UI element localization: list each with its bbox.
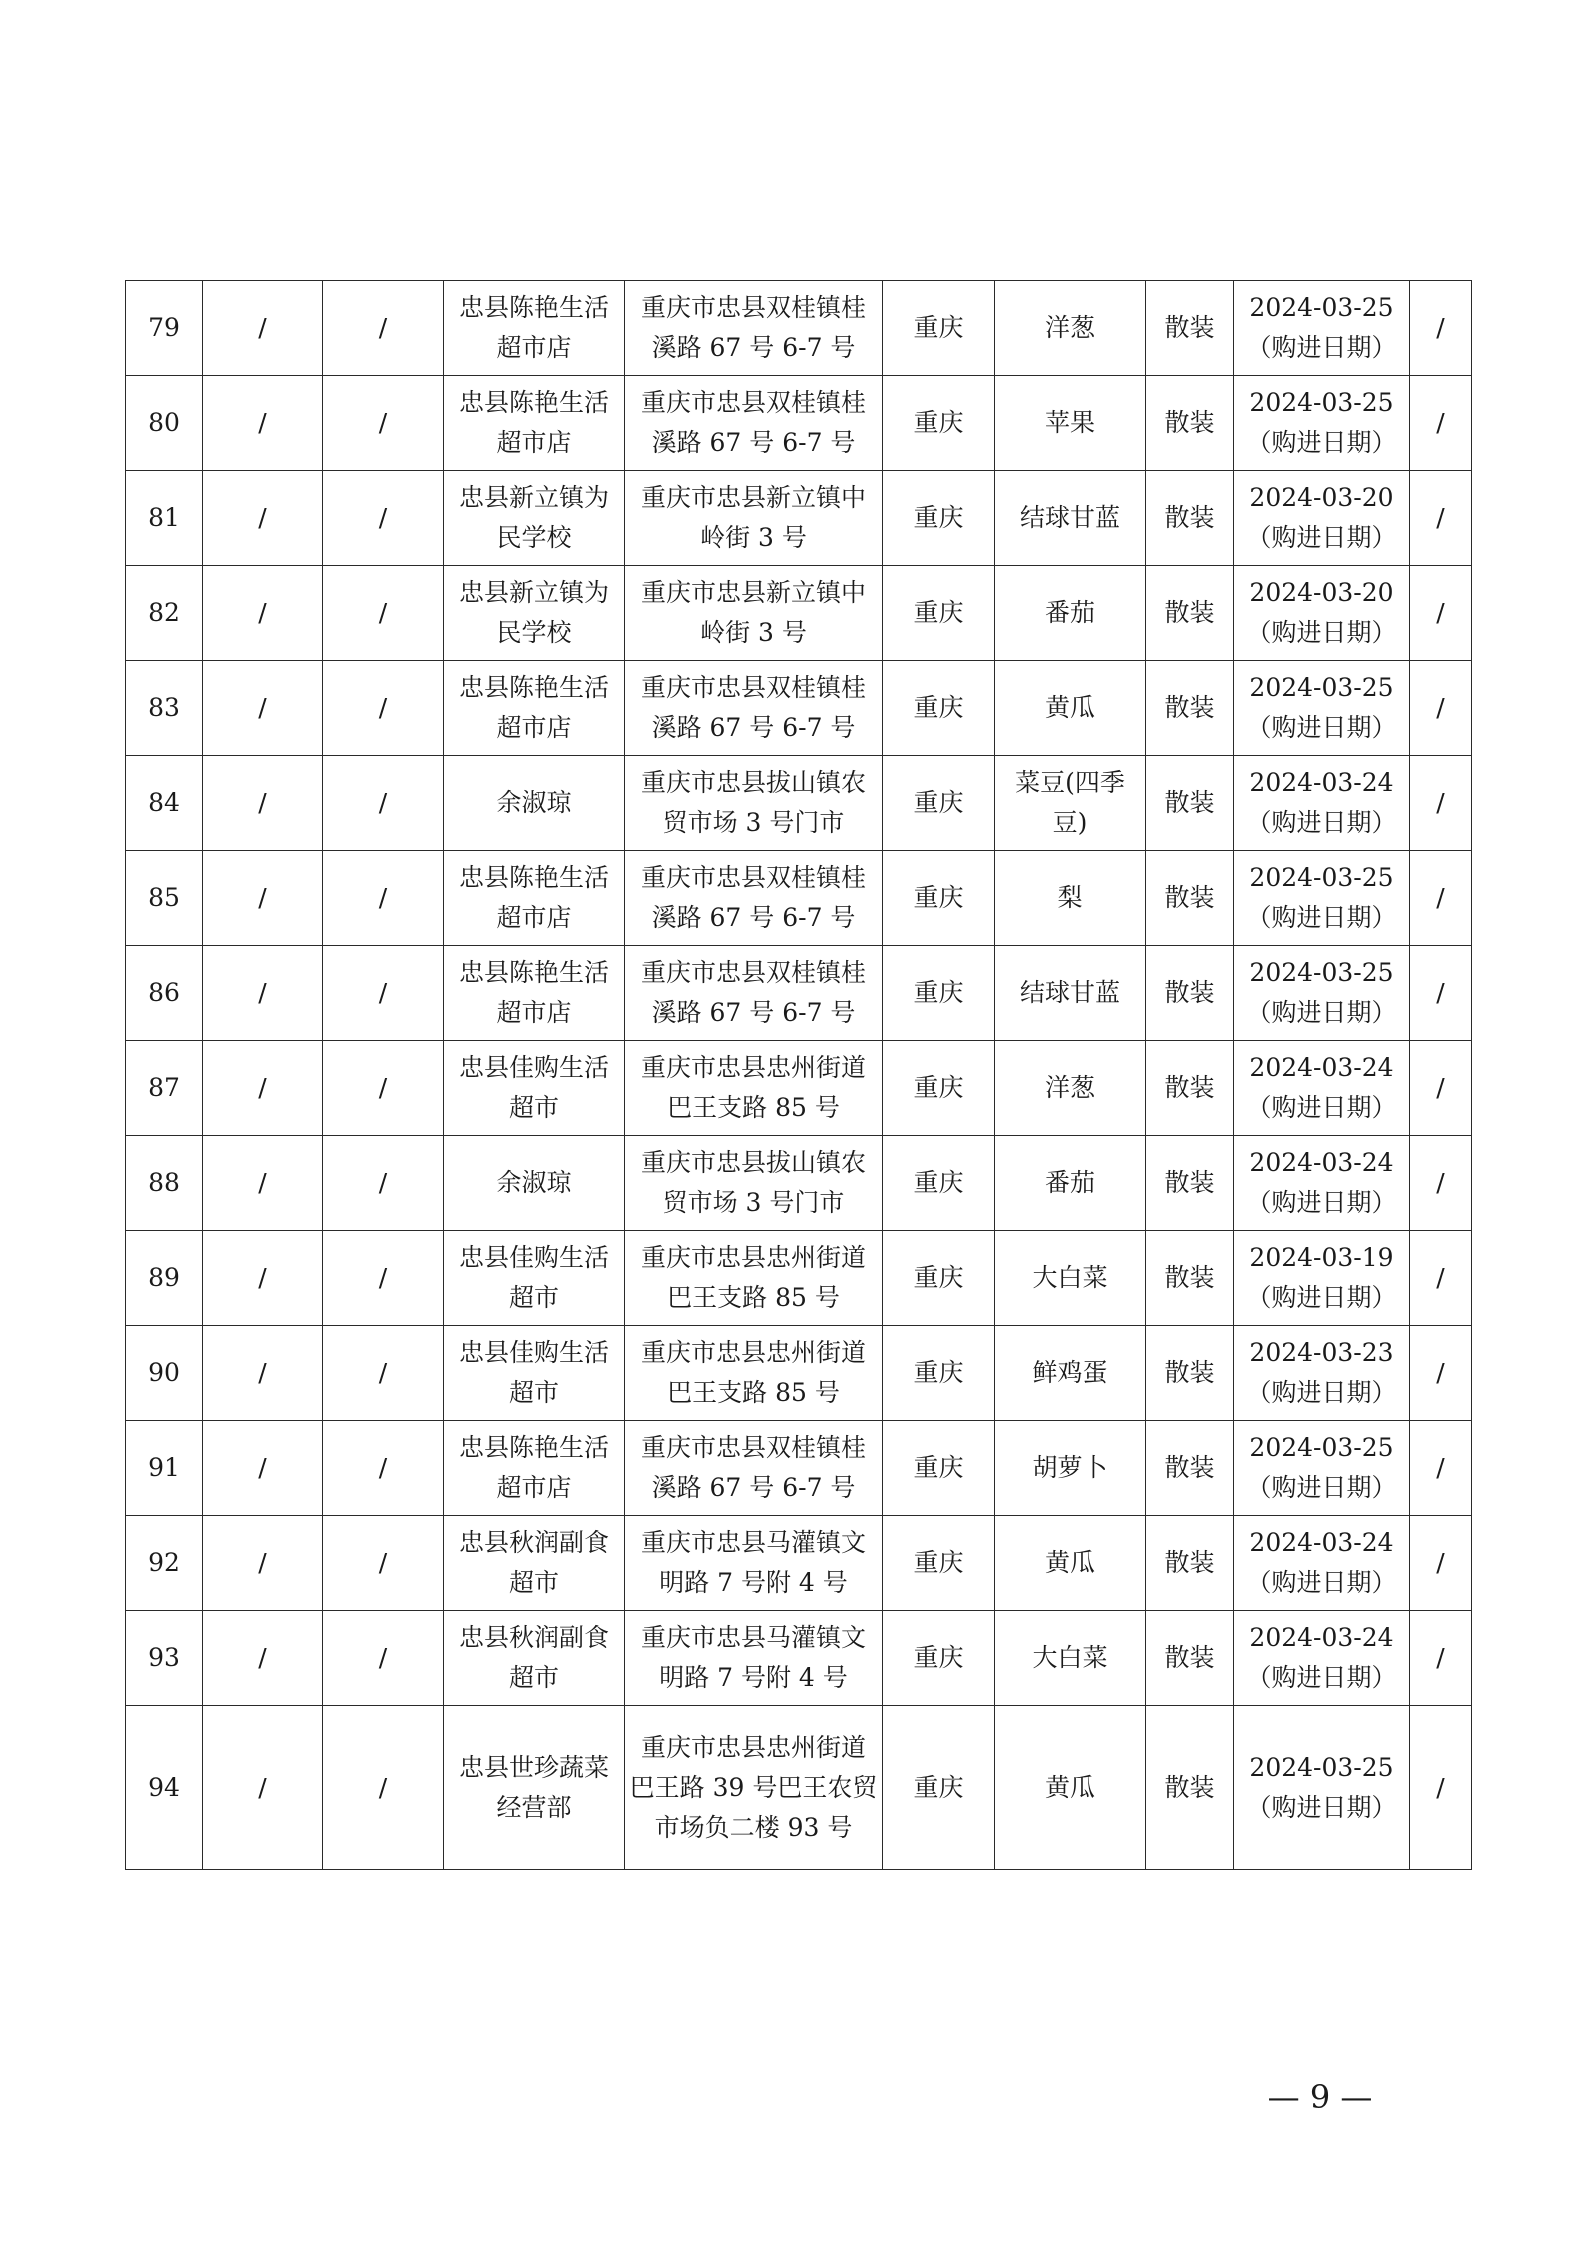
cell-placeholder-slash: / [1410, 946, 1472, 1041]
cell-region: 重庆 [883, 1421, 995, 1516]
cell-placeholder-slash: / [323, 1706, 444, 1870]
cell-serial-number: 82 [126, 566, 203, 661]
cell-region: 重庆 [883, 1136, 995, 1231]
cell-business-address: 重庆市忠县双桂镇桂溪路 67 号 6-7 号 [625, 281, 883, 376]
table-row [126, 1706, 1472, 1870]
cell-business-address: 重庆市忠县双桂镇桂溪路 67 号 6-7 号 [625, 851, 883, 946]
table-body [126, 281, 1472, 1870]
cell-placeholder-slash: / [323, 1516, 444, 1611]
cell-region: 重庆 [883, 1611, 995, 1706]
cell-serial-number: 80 [126, 376, 203, 471]
cell-date: 2024-03-25（购进日期） [1234, 1706, 1410, 1870]
cell-placeholder-slash: / [323, 1326, 444, 1421]
cell-placeholder-slash: / [1410, 1136, 1472, 1231]
cell-product-name: 洋葱 [995, 281, 1146, 376]
cell-placeholder-slash: / [1410, 756, 1472, 851]
cell-product-name: 鲜鸡蛋 [995, 1326, 1146, 1421]
cell-placeholder-slash: / [203, 281, 323, 376]
cell-placeholder-slash: / [203, 1326, 323, 1421]
cell-date: 2024-03-25（购进日期） [1234, 661, 1410, 756]
cell-packaging: 散装 [1146, 566, 1234, 661]
cell-business-name: 忠县陈艳生活超市店 [444, 851, 625, 946]
cell-business-name: 忠县陈艳生活超市店 [444, 281, 625, 376]
cell-date: 2024-03-19（购进日期） [1234, 1231, 1410, 1326]
cell-region: 重庆 [883, 1326, 995, 1421]
sampling-table [125, 280, 1472, 1870]
cell-business-address: 重庆市忠县拔山镇农贸市场 3 号门市 [625, 1136, 883, 1231]
cell-placeholder-slash: / [203, 1231, 323, 1326]
cell-packaging: 散装 [1146, 471, 1234, 566]
cell-serial-number: 93 [126, 1611, 203, 1706]
cell-placeholder-slash: / [323, 376, 444, 471]
cell-date: 2024-03-24（购进日期） [1234, 1136, 1410, 1231]
cell-date: 2024-03-25（购进日期） [1234, 376, 1410, 471]
cell-region: 重庆 [883, 946, 995, 1041]
cell-business-name: 忠县陈艳生活超市店 [444, 376, 625, 471]
table-row [126, 281, 1472, 376]
cell-date: 2024-03-23（购进日期） [1234, 1326, 1410, 1421]
cell-serial-number: 88 [126, 1136, 203, 1231]
cell-region: 重庆 [883, 661, 995, 756]
cell-business-address: 重庆市忠县拔山镇农贸市场 3 号门市 [625, 756, 883, 851]
cell-product-name: 胡萝卜 [995, 1421, 1146, 1516]
cell-product-name: 黄瓜 [995, 1706, 1146, 1870]
table-row [126, 1516, 1472, 1611]
cell-business-name: 忠县陈艳生活超市店 [444, 1421, 625, 1516]
cell-placeholder-slash: / [323, 1231, 444, 1326]
cell-business-address: 重庆市忠县忠州街道巴王支路 85 号 [625, 1231, 883, 1326]
cell-packaging: 散装 [1146, 1041, 1234, 1136]
cell-placeholder-slash: / [1410, 661, 1472, 756]
table-row [126, 471, 1472, 566]
cell-product-name: 菜豆(四季豆) [995, 756, 1146, 851]
cell-placeholder-slash: / [203, 1611, 323, 1706]
cell-date: 2024-03-25（购进日期） [1234, 851, 1410, 946]
table-row [126, 1421, 1472, 1516]
cell-placeholder-slash: / [1410, 376, 1472, 471]
cell-product-name: 结球甘蓝 [995, 471, 1146, 566]
cell-business-address: 重庆市忠县双桂镇桂溪路 67 号 6-7 号 [625, 1421, 883, 1516]
cell-business-name: 忠县新立镇为民学校 [444, 566, 625, 661]
cell-business-address: 重庆市忠县新立镇中岭街 3 号 [625, 566, 883, 661]
cell-packaging: 散装 [1146, 661, 1234, 756]
cell-business-name: 忠县佳购生活超市 [444, 1326, 625, 1421]
cell-placeholder-slash: / [323, 566, 444, 661]
cell-placeholder-slash: / [1410, 1326, 1472, 1421]
cell-date: 2024-03-24（购进日期） [1234, 1041, 1410, 1136]
cell-placeholder-slash: / [1410, 281, 1472, 376]
cell-product-name: 大白菜 [995, 1611, 1146, 1706]
cell-business-address: 重庆市忠县双桂镇桂溪路 67 号 6-7 号 [625, 946, 883, 1041]
table-row [126, 946, 1472, 1041]
cell-date: 2024-03-24（购进日期） [1234, 1611, 1410, 1706]
cell-business-name: 余淑琼 [444, 1136, 625, 1231]
cell-placeholder-slash: / [1410, 566, 1472, 661]
cell-product-name: 黄瓜 [995, 661, 1146, 756]
page-number: — 9 — [1267, 2078, 1373, 2116]
cell-region: 重庆 [883, 471, 995, 566]
cell-placeholder-slash: / [203, 1421, 323, 1516]
cell-business-address: 重庆市忠县新立镇中岭街 3 号 [625, 471, 883, 566]
cell-serial-number: 85 [126, 851, 203, 946]
cell-date: 2024-03-24（购进日期） [1234, 756, 1410, 851]
cell-business-address: 重庆市忠县忠州街道巴王支路 85 号 [625, 1326, 883, 1421]
cell-region: 重庆 [883, 376, 995, 471]
cell-region: 重庆 [883, 566, 995, 661]
cell-business-name: 忠县秋润副食超市 [444, 1516, 625, 1611]
cell-region: 重庆 [883, 1516, 995, 1611]
cell-serial-number: 86 [126, 946, 203, 1041]
cell-placeholder-slash: / [203, 851, 323, 946]
cell-date: 2024-03-25（购进日期） [1234, 1421, 1410, 1516]
cell-business-name: 忠县秋润副食超市 [444, 1611, 625, 1706]
cell-product-name: 番茄 [995, 566, 1146, 661]
cell-placeholder-slash: / [323, 1611, 444, 1706]
cell-region: 重庆 [883, 756, 995, 851]
cell-placeholder-slash: / [203, 376, 323, 471]
cell-packaging: 散装 [1146, 1516, 1234, 1611]
cell-product-name: 结球甘蓝 [995, 946, 1146, 1041]
cell-business-name: 余淑琼 [444, 756, 625, 851]
cell-packaging: 散装 [1146, 1326, 1234, 1421]
cell-placeholder-slash: / [203, 661, 323, 756]
cell-date: 2024-03-24（购进日期） [1234, 1516, 1410, 1611]
cell-placeholder-slash: / [203, 1041, 323, 1136]
cell-date: 2024-03-20（购进日期） [1234, 566, 1410, 661]
cell-serial-number: 87 [126, 1041, 203, 1136]
cell-business-address: 重庆市忠县双桂镇桂溪路 67 号 6-7 号 [625, 376, 883, 471]
cell-placeholder-slash: / [323, 471, 444, 566]
cell-business-address: 重庆市忠县忠州街道巴王路 39 号巴王农贸市场负二楼 93 号 [625, 1706, 883, 1870]
cell-placeholder-slash: / [323, 661, 444, 756]
cell-placeholder-slash: / [1410, 1041, 1472, 1136]
cell-placeholder-slash: / [203, 756, 323, 851]
cell-region: 重庆 [883, 1231, 995, 1326]
cell-placeholder-slash: / [323, 756, 444, 851]
cell-placeholder-slash: / [323, 1041, 444, 1136]
cell-placeholder-slash: / [323, 281, 444, 376]
cell-packaging: 散装 [1146, 376, 1234, 471]
cell-placeholder-slash: / [203, 1136, 323, 1231]
cell-placeholder-slash: / [203, 566, 323, 661]
cell-placeholder-slash: / [1410, 851, 1472, 946]
cell-serial-number: 81 [126, 471, 203, 566]
cell-packaging: 散装 [1146, 1421, 1234, 1516]
table-row [126, 1326, 1472, 1421]
cell-serial-number: 94 [126, 1706, 203, 1870]
table-row [126, 851, 1472, 946]
cell-placeholder-slash: / [1410, 471, 1472, 566]
cell-product-name: 苹果 [995, 376, 1146, 471]
cell-product-name: 大白菜 [995, 1231, 1146, 1326]
cell-product-name: 洋葱 [995, 1041, 1146, 1136]
cell-packaging: 散装 [1146, 1611, 1234, 1706]
cell-business-address: 重庆市忠县马灌镇文明路 7 号附 4 号 [625, 1516, 883, 1611]
cell-placeholder-slash: / [203, 1706, 323, 1870]
table-row [126, 661, 1472, 756]
table-row [126, 566, 1472, 661]
cell-placeholder-slash: / [203, 1516, 323, 1611]
cell-product-name: 黄瓜 [995, 1516, 1146, 1611]
cell-packaging: 散装 [1146, 851, 1234, 946]
cell-business-address: 重庆市忠县忠州街道巴王支路 85 号 [625, 1041, 883, 1136]
cell-product-name: 梨 [995, 851, 1146, 946]
cell-placeholder-slash: / [323, 1421, 444, 1516]
cell-region: 重庆 [883, 1706, 995, 1870]
table-row [126, 376, 1472, 471]
cell-placeholder-slash: / [203, 946, 323, 1041]
cell-business-address: 重庆市忠县双桂镇桂溪路 67 号 6-7 号 [625, 661, 883, 756]
cell-business-name: 忠县佳购生活超市 [444, 1041, 625, 1136]
table-row [126, 1231, 1472, 1326]
cell-placeholder-slash: / [323, 1136, 444, 1231]
cell-region: 重庆 [883, 281, 995, 376]
cell-business-name: 忠县陈艳生活超市店 [444, 946, 625, 1041]
cell-business-name: 忠县世珍蔬菜经营部 [444, 1706, 625, 1870]
table-row [126, 1611, 1472, 1706]
table-row [126, 1136, 1472, 1231]
cell-packaging: 散装 [1146, 1706, 1234, 1870]
cell-placeholder-slash: / [1410, 1611, 1472, 1706]
cell-date: 2024-03-25（购进日期） [1234, 946, 1410, 1041]
cell-region: 重庆 [883, 1041, 995, 1136]
cell-packaging: 散装 [1146, 1136, 1234, 1231]
cell-product-name: 番茄 [995, 1136, 1146, 1231]
cell-placeholder-slash: / [1410, 1706, 1472, 1870]
cell-placeholder-slash: / [1410, 1516, 1472, 1611]
cell-serial-number: 83 [126, 661, 203, 756]
cell-packaging: 散装 [1146, 756, 1234, 851]
table-row [126, 1041, 1472, 1136]
cell-business-name: 忠县陈艳生活超市店 [444, 661, 625, 756]
cell-placeholder-slash: / [203, 471, 323, 566]
cell-business-address: 重庆市忠县马灌镇文明路 7 号附 4 号 [625, 1611, 883, 1706]
cell-serial-number: 90 [126, 1326, 203, 1421]
cell-date: 2024-03-20（购进日期） [1234, 471, 1410, 566]
cell-business-name: 忠县佳购生活超市 [444, 1231, 625, 1326]
cell-placeholder-slash: / [1410, 1231, 1472, 1326]
cell-serial-number: 84 [126, 756, 203, 851]
cell-packaging: 散装 [1146, 1231, 1234, 1326]
cell-placeholder-slash: / [323, 851, 444, 946]
table-row [126, 756, 1472, 851]
cell-packaging: 散装 [1146, 946, 1234, 1041]
cell-business-name: 忠县新立镇为民学校 [444, 471, 625, 566]
cell-serial-number: 79 [126, 281, 203, 376]
cell-serial-number: 91 [126, 1421, 203, 1516]
cell-date: 2024-03-25（购进日期） [1234, 281, 1410, 376]
cell-placeholder-slash: / [1410, 1421, 1472, 1516]
cell-serial-number: 92 [126, 1516, 203, 1611]
cell-placeholder-slash: / [323, 946, 444, 1041]
cell-packaging: 散装 [1146, 281, 1234, 376]
cell-region: 重庆 [883, 851, 995, 946]
cell-serial-number: 89 [126, 1231, 203, 1326]
